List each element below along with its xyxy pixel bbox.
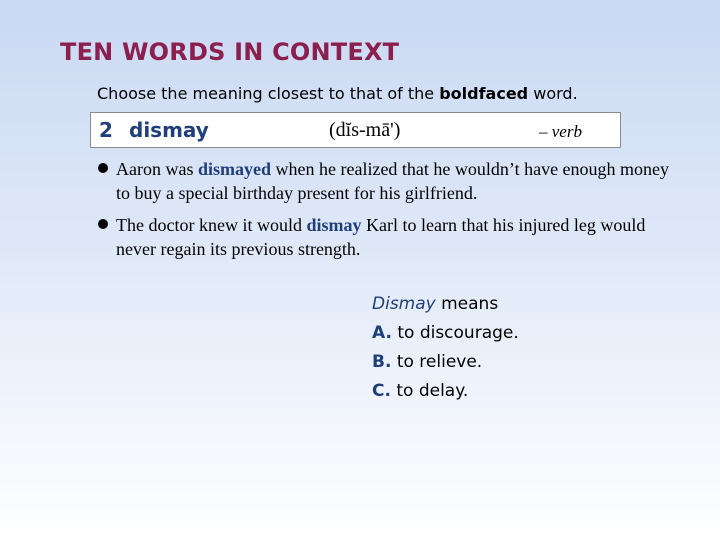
option-letter: B.	[372, 352, 392, 372]
meaning-word: Dismay	[372, 294, 436, 314]
sentence-highlight: dismay	[306, 215, 362, 235]
sentence-text: Aaron was	[116, 159, 194, 179]
part-of-speech: – verb	[539, 122, 582, 141]
instruction	[97, 84, 578, 103]
word-number: 2	[99, 118, 113, 142]
instruction-end: word.	[533, 84, 578, 103]
sentence-text: Karl to learn that his injured leg would never regain its previous strength.	[116, 215, 646, 259]
sentence-text: when he realized that he wouldn’t have enough money to buy a special birthday present for his girlfriend.	[116, 159, 670, 203]
answer-option-c[interactable]	[372, 377, 519, 406]
sentence-highlight: dismayed	[197, 159, 271, 179]
option-text: to relieve.	[396, 352, 483, 372]
meaning-question	[372, 290, 519, 406]
page-title: TEN WORDS IN CONTEXT	[60, 38, 400, 66]
instruction-text: Choose the meaning closest to that of the	[97, 84, 435, 103]
option-letter: A.	[372, 323, 392, 343]
vocab-word: dismay	[129, 118, 209, 142]
vocab-word-box	[90, 112, 621, 148]
option-text: to discourage.	[397, 323, 519, 343]
pronunciation: (dĭs-mā')	[329, 119, 401, 141]
answer-option-b[interactable]	[372, 348, 519, 377]
meaning-prompt	[372, 290, 519, 319]
sentence-text: The doctor knew it would	[116, 215, 302, 235]
option-letter: C.	[372, 381, 391, 401]
bullet-icon	[98, 163, 108, 173]
example-sentence-2	[116, 213, 676, 261]
option-text: to delay.	[396, 381, 469, 401]
instruction-bold: boldfaced	[439, 84, 529, 103]
answer-option-a[interactable]	[372, 319, 519, 348]
example-sentence-1	[116, 157, 676, 205]
bullet-icon	[98, 219, 108, 229]
meaning-means: means	[441, 294, 499, 314]
